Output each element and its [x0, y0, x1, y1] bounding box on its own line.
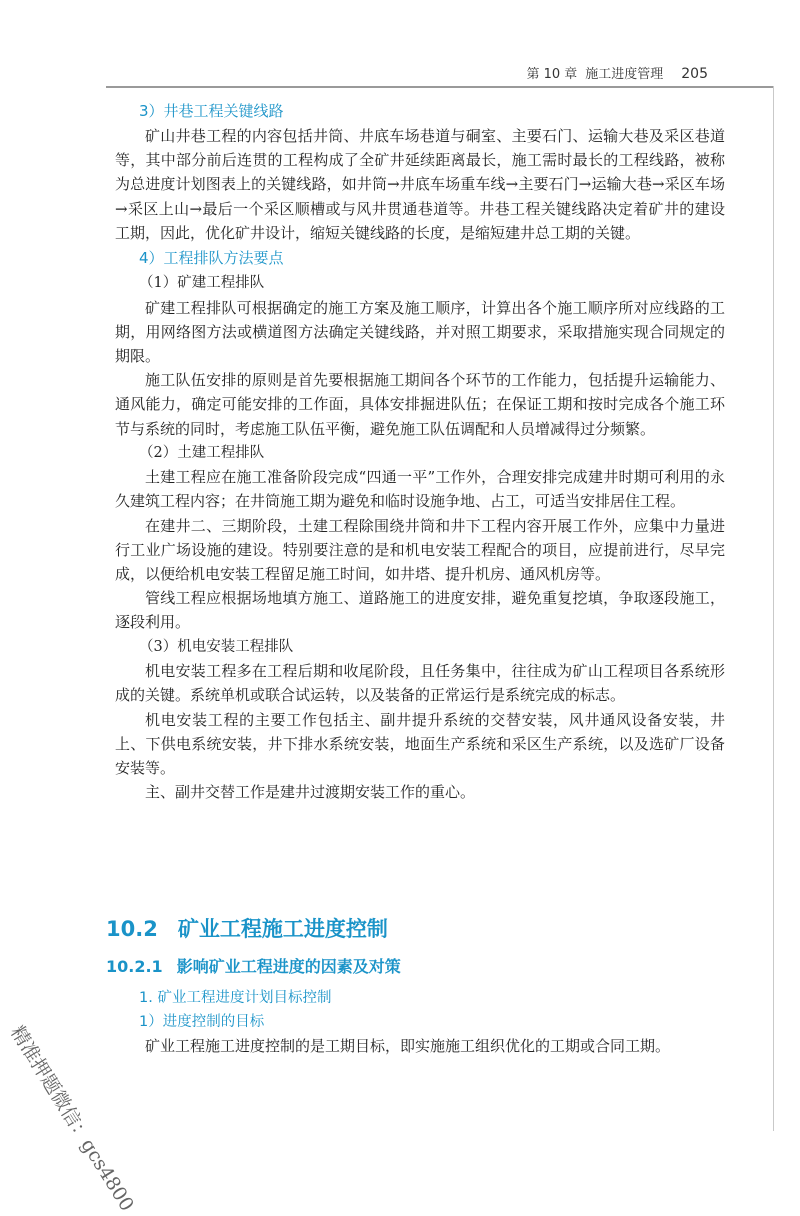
- margin-rule: [773, 86, 774, 1131]
- running-header: [526, 63, 708, 82]
- subsection-number: 10.2.1: [106, 957, 163, 976]
- main-content: [115, 98, 725, 804]
- section-heading-10-2: [106, 913, 388, 943]
- heading-queuing-method: 4）工程排队方法要点: [139, 249, 284, 268]
- paragraph: 矿建工程排队可根据确定的施工方案及施工顺序，计算出各个施工顺序所对应线路的工期，用网络图方法或横道图方法确定关键线路，并对照工期要求，采取措施实现合同规定的期限。: [115, 298, 725, 365]
- section-title: 矿业工程施工进度控制: [177, 917, 388, 941]
- paragraph: 施工队伍安排的原则是首先要根据施工期间各个环节的工作能力，包括提升运输能力、通风能力，确定可能安排的工作面，具体安排掘进队伍；在保证工期和按时完成各个施工环节与系统的同时，考虑施工队伍平衡，避免施工队伍调配和人员增减得过分频繁。: [115, 371, 725, 438]
- bottom-content: [115, 986, 725, 1058]
- header-rule: [106, 86, 774, 88]
- subsection-title: 影响矿业工程进度的因素及对策: [176, 957, 401, 976]
- paragraph: 土建工程应在施工准备阶段完成“四通一平”工作外，合理安排完成建井时期可利用的永久建筑工程内容；在井筒施工期为避免和临时设施争地、占工，可适当安排居住工程。: [115, 468, 725, 511]
- paragraph: 机电安装工程的主要工作包括主、副井提升系统的交替安装，风井通风设备安装，井上、下供电系统安装，井下排水系统安装，地面生产系统和采区生产系统，以及选矿厂设备安装等。: [115, 710, 725, 777]
- item-heading: 1. 矿业工程进度计划目标控制: [139, 990, 332, 1006]
- page-number: 205: [681, 66, 708, 82]
- watermark-text: 精准押题微信：gcs4800: [5, 1022, 138, 1216]
- section-heading-10-2-1: [106, 954, 401, 977]
- subheading-electromech-queue: （3）机电安装工程排队: [139, 638, 294, 655]
- paragraph: 在建井二、三期阶段，土建工程除围绕井筒和井下工程内容开展工作外，应集中力量进行工业广场设施的建设。特别要注意的是和机电安装工程配合的项目，应提前进行，尽早完成，以便给机电安装工程留足施工时间，如井塔、提升机房、通风机房等。: [115, 516, 725, 584]
- paragraph: 主、副井交替工作是建井过渡期安装工作的重心。: [145, 783, 476, 802]
- heading-critical-path: 3）井巷工程关键线路: [139, 102, 284, 120]
- subheading-civil-queue: （2）土建工程排队: [139, 444, 265, 461]
- paragraph: 管线工程应根据场地填方施工、道路施工的进度安排，避免重复挖填，争取逐段施工，逐段利用。: [115, 589, 725, 632]
- paragraph: 矿业工程施工进度控制的是工期目标，即实施施工组织优化的工期或合同工期。: [145, 1037, 671, 1055]
- item-subheading: 1）进度控制的目标: [139, 1014, 265, 1030]
- chapter-title: 施工进度管理: [585, 67, 664, 82]
- paragraph: 机电安装工程多在工程后期和收尾阶段，且任务集中，往往成为矿山工程项目各系统形成的关键。系统单机或联合试运转，以及装备的正常运行是系统完成的标志。: [115, 662, 725, 705]
- paragraph: 矿山井巷工程的内容包括井筒、井底车场巷道与硐室、主要石门、运输大巷及采区巷道等，其中部分前后连贯的工程构成了全矿井延续距离最长，施工需时最长的工程线路，被称为总进度计划图表上的关键线路，如井筒→井底车场重车线→主要石门→运输大巷→采区车场→采区上山→最后一个采区顺槽或与风井贯通巷道等。井巷工程关键线路决定着矿井的建设工期，因此，优化矿井设计，缩短关键线路的长度，是缩短建井总工期的关键。: [115, 127, 725, 242]
- chapter-number: 第 10 章: [526, 67, 578, 82]
- section-number: 10.2: [106, 917, 158, 941]
- subheading-mining-queue: （1）矿建工程排队: [139, 275, 265, 292]
